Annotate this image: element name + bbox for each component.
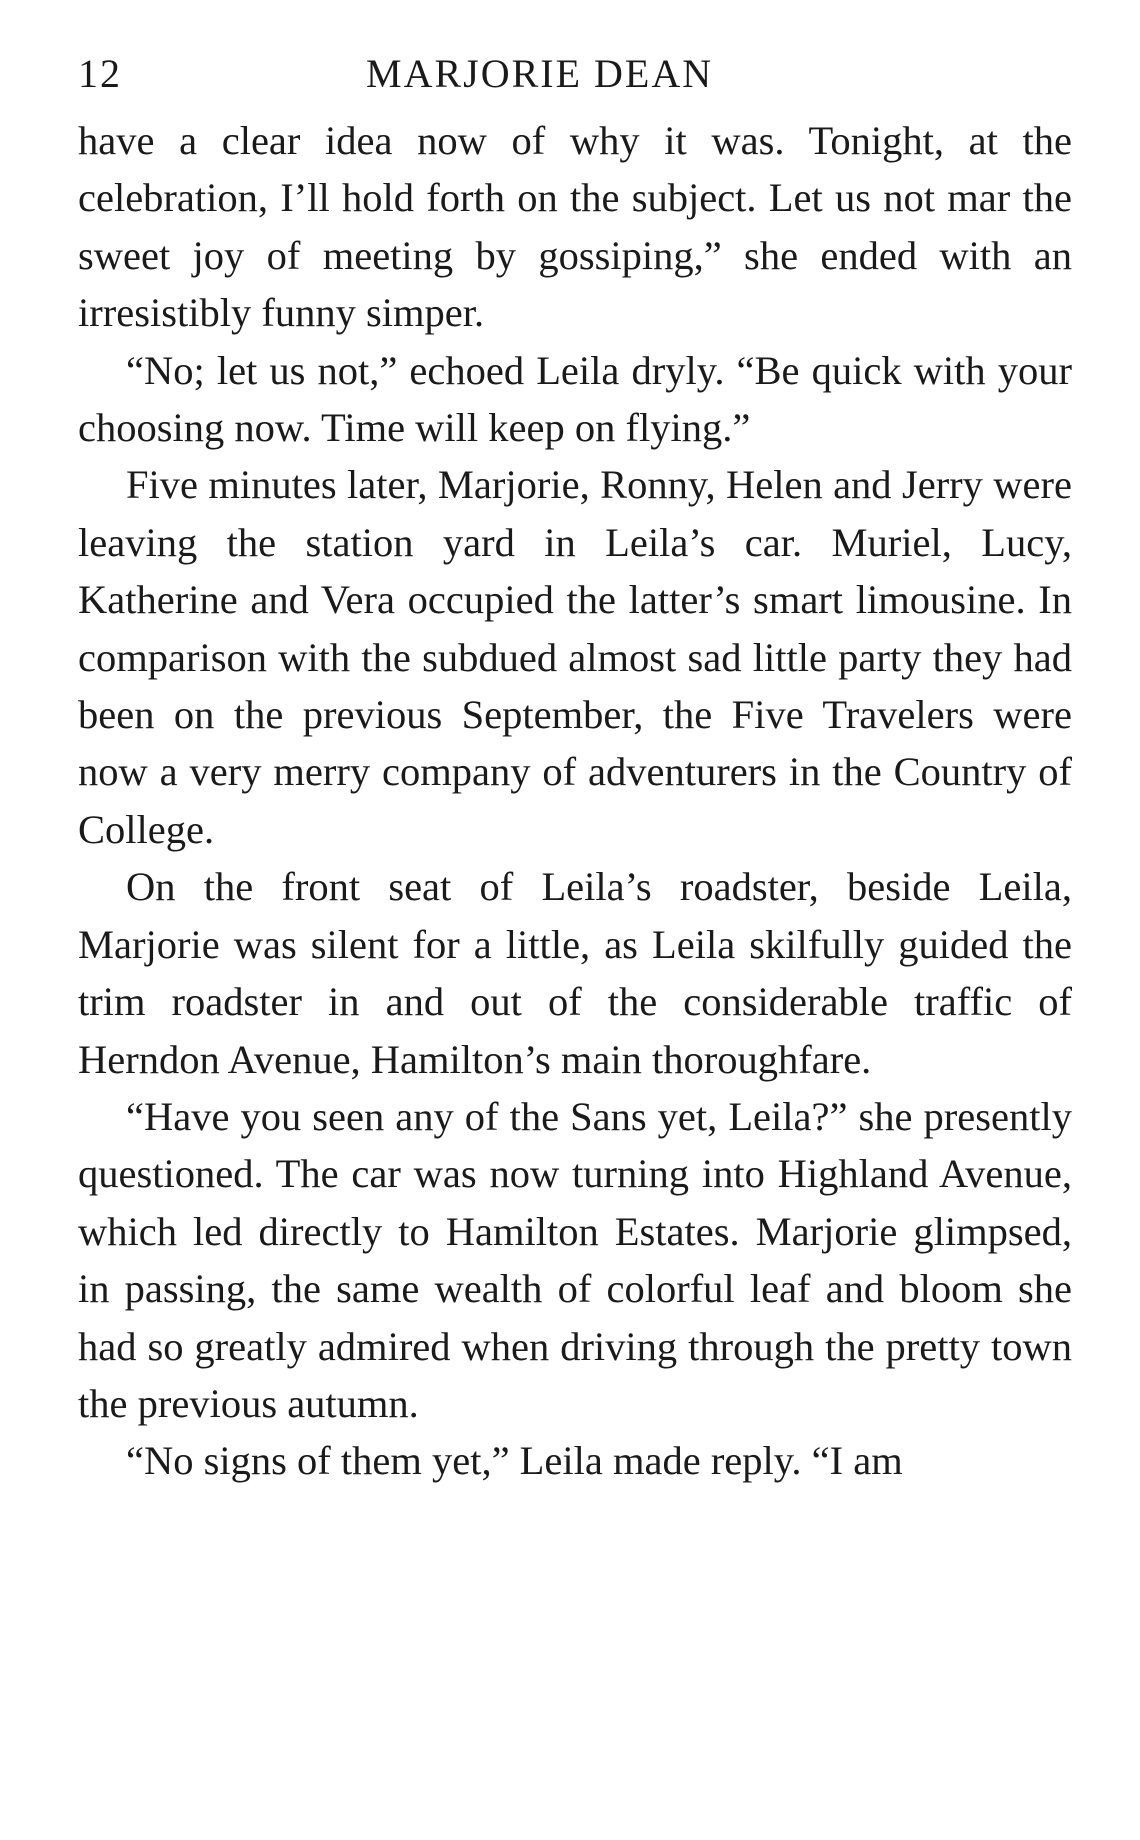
page-number: 12: [78, 51, 122, 96]
book-page: [78, 50, 1072, 1490]
paragraph-1: have a clear idea now of why it was. Tonight, at the celebration, I’ll hold forth on the subject. Let us not mar the sweet joy of meeting by gossiping,” she ended with an irresistibly funny simper.: [78, 118, 1072, 336]
paragraph-6: “No signs of them yet,” Leila made reply. “I am: [126, 1438, 903, 1484]
paragraph-3: Five minutes later, Marjorie, Ronny, Helen and Jerry were leaving the station yard in Leila’s car. Muriel, Lucy, Katherine and Vera occupied the latter’s smart limousine. In comparison with the subdued almost sad little party they had been on the previous September, the Five Travelers were now a very merry company of adventurers in the Country of College.: [78, 462, 1072, 852]
paragraph-2: “No; let us not,” echoed Leila dryly. “Be quick with your choosing now. Time will keep on flying.”: [78, 347, 1072, 451]
running-head: [78, 50, 1072, 112]
running-title: MARJORIE DEAN: [366, 51, 714, 96]
paragraph-4: On the front seat of Leila’s roadster, beside Leila, Marjorie was silent for a little, as Leila skilfully guided the trim roadster in and out of the considerable traffic of Herndon Avenue, Hamilton’s main thoroughfare.: [78, 864, 1072, 1082]
body-text: [78, 112, 1072, 1490]
paragraph-5: “Have you seen any of the Sans yet, Leila?” she presently questioned. The car was now turning into Highland Avenue, which led directly to Hamilton Estates. Marjorie glimpsed, in passing, the same wealth of colorful leaf and bloom she had so greatly admired when driving through the pretty town the previous autumn.: [78, 1093, 1072, 1426]
